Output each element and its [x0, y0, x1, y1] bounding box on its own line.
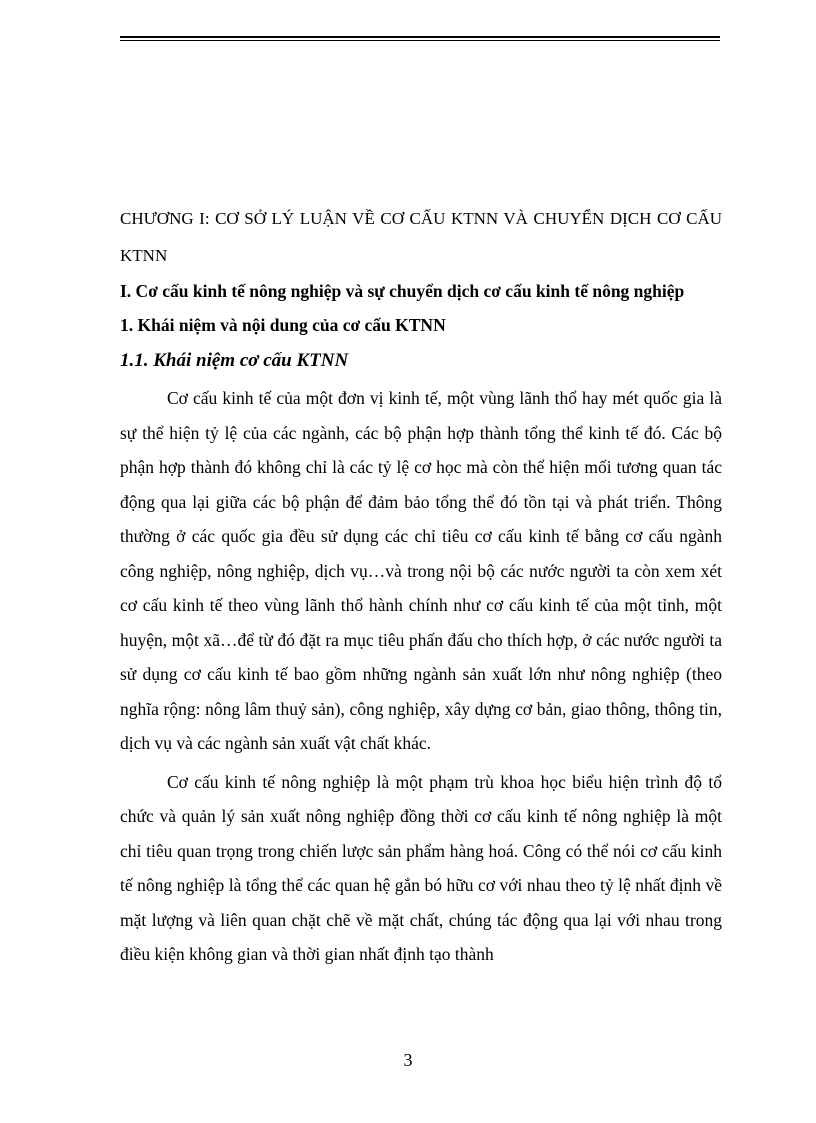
body-paragraph: Cơ cấu kinh tế của một đơn vị kinh tế, một vùng lãnh thổ hay mét quốc gia là sự thể hiện tỷ lệ của các ngành, các bộ phận hợp thành tổng thể kinh tế đó. Các bộ phận hợp thành đó không chỉ là các tỷ lệ cơ học mà còn thể hiện mối tương quan tác động qua lại giữa các bộ phận để đảm bảo tổng thể đó tồn tại và phát triển. Thông thường ở các quốc gia đều sử dụng các chỉ tiêu cơ cấu kinh tế bằng cơ cấu ngành công nghiệp, nông nghiệp, dịch vụ…và trong nội bộ các nước người ta còn xem xét cơ cấu kinh tế theo vùng lãnh thổ hành chính như cơ cấu kinh tế của một tỉnh, một huyện, một xã…để từ đó đặt ra mục tiêu phấn đấu cho thích hợp, ở các nước người ta sử dụng cơ cấu kinh tế bao gồm những ngành sản xuất lớn như nông nghiệp (theo nghĩa rộng: nông lâm thuỷ sản), công nghiệp, xây dựng cơ bản, giao thông, thông tin, dịch vụ và các ngành sản xuất vật chất khác. — [120, 388, 722, 753]
section-heading: I. Cơ cấu kinh tế nông nghiệp và sự chuyển dịch cơ cấu kinh tế nông nghiệp — [120, 281, 685, 301]
page-content — [120, 200, 722, 972]
page-number: 3 — [403, 1050, 413, 1070]
body-paragraph: Cơ cấu kinh tế nông nghiệp là một phạm trù khoa học biểu hiện trình độ tổ chức và quản lý sản xuất nông nghiệp đồng thời cơ cấu kinh tế nông nghiệp là một chỉ tiêu quan trọng trong chiến lược sản phẩm hàng hoá. Công có thể nói cơ cấu kinh tế nông nghiệp là tổng thể các quan hệ gắn bó hữu cơ với nhau theo tỷ lệ nhất định về mặt lượng và liên quan chặt chẽ về mặt chất, chúng tác động qua lại với nhau trong điều kiện không gian và thời gian nhất định tạo thành — [120, 771, 722, 964]
subsubsection-heading: 1.1. Khái niệm cơ cấu KTNN — [120, 350, 349, 371]
header-rule — [120, 36, 720, 41]
chapter-title: CHƯƠNG I: CƠ SỞ LÝ LUẬN VỀ CƠ CẤU KTNN VÀ CHUYỂN DỊCH CƠ CẤU KTNN — [120, 209, 722, 265]
subsection-heading: 1. Khái niệm và nội dung của cơ cấu KTNN — [120, 315, 446, 335]
